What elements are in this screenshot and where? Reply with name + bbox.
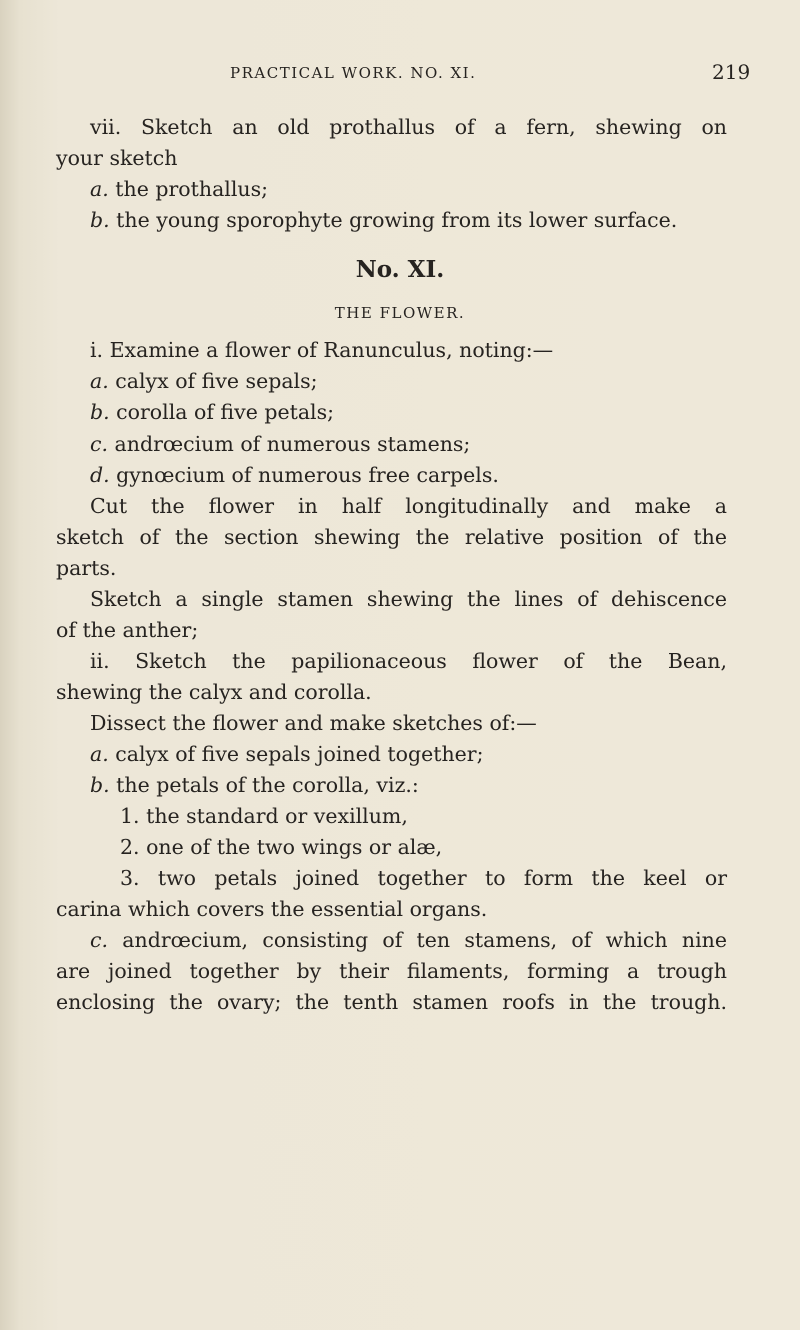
vii-item-b-label: b. <box>90 208 110 232</box>
part-ii-numbered-2: 2. one of the two wings or alæ, <box>120 835 443 859</box>
section-title-heading: THE FLOWER. <box>334 304 466 322</box>
part-ii-item-a-text: calyx of five sepals joined together; <box>115 742 484 766</box>
part-i-item-a-label: a. <box>90 369 109 393</box>
part-i-item-b-text: corolla of five petals; <box>116 400 335 424</box>
part-i-item-d <box>90 461 499 489</box>
part-ii-numbered-1: 1. the standard or vexillum, <box>120 804 408 828</box>
part-i-cut-line-1: Cut the flower in half longitudinally and make a <box>90 494 727 518</box>
part-i-cut-line-2: sketch of the section shewing the relative position of the <box>56 525 727 549</box>
part-ii-item-c-label: c. <box>90 928 108 952</box>
part-i-item-c <box>90 430 470 458</box>
vii-item-a-text: the prothallus; <box>115 177 269 201</box>
part-i-item-a-text: calyx of five sepals; <box>115 369 318 393</box>
part-i-stamen-line-1: Sketch a single stamen shewing the lines of dehiscence <box>90 587 727 611</box>
vii-item-b-text: the young sporophyte growing from its lower surface. <box>116 208 678 232</box>
part-ii-item-a <box>90 740 483 768</box>
vii-line-2: your sketch <box>56 146 178 170</box>
part-ii-item-c-line-2: are joined together by their filaments, forming a trough <box>56 959 727 983</box>
part-i-item-b <box>90 398 334 426</box>
section-number-heading: No. XI. <box>355 256 445 283</box>
part-ii-line-1: ii. Sketch the papilionaceous flower of the Bean, <box>90 649 727 673</box>
part-ii-item-c-text-1: andrœcium, consisting of ten stamens, of which nine <box>122 928 727 952</box>
part-ii-item-b <box>90 771 419 799</box>
part-i-item-d-text: gynœcium of numerous free carpels. <box>116 463 499 487</box>
part-ii-item-a-label: a. <box>90 742 109 766</box>
part-ii-numbered-3: 3. two petals joined together to form the keel or <box>120 866 727 890</box>
page-header <box>0 60 800 90</box>
part-ii-dissect: Dissect the flower and make sketches of:— <box>90 711 537 735</box>
part-i-item-b-label: b. <box>90 400 110 424</box>
part-i-stamen-line-2: of the anther; <box>56 618 199 642</box>
vii-line-1: vii. Sketch an old prothallus of a fern, shewing on <box>90 115 727 139</box>
part-i-item-c-text: andrœcium of numerous stamens; <box>114 432 471 456</box>
part-ii-item-c-line-3: enclosing the ovary; the tenth stamen roofs in the trough. <box>56 990 727 1014</box>
page-number: 219 <box>712 60 751 84</box>
part-ii-carina-line: carina which covers the essential organs. <box>56 897 488 921</box>
part-ii-item-c <box>90 926 727 954</box>
vii-item-b <box>90 206 677 234</box>
vii-item-a-label: a. <box>90 177 109 201</box>
part-ii-item-b-text: the petals of the corolla, viz.: <box>116 773 419 797</box>
part-ii-line-2: shewing the calyx and corolla. <box>56 680 372 704</box>
part-i-item-a <box>90 367 318 395</box>
part-i-item-d-label: d. <box>90 463 110 487</box>
part-ii-item-b-label: b. <box>90 773 110 797</box>
part-i-cut-line-3: parts. <box>56 556 117 580</box>
vii-item-a <box>90 175 268 203</box>
part-i-item-c-label: c. <box>90 432 108 456</box>
part-i-intro: i. Examine a flower of Ranunculus, noting:— <box>90 338 554 362</box>
running-head: PRACTICAL WORK. NO. XI. <box>230 64 477 82</box>
